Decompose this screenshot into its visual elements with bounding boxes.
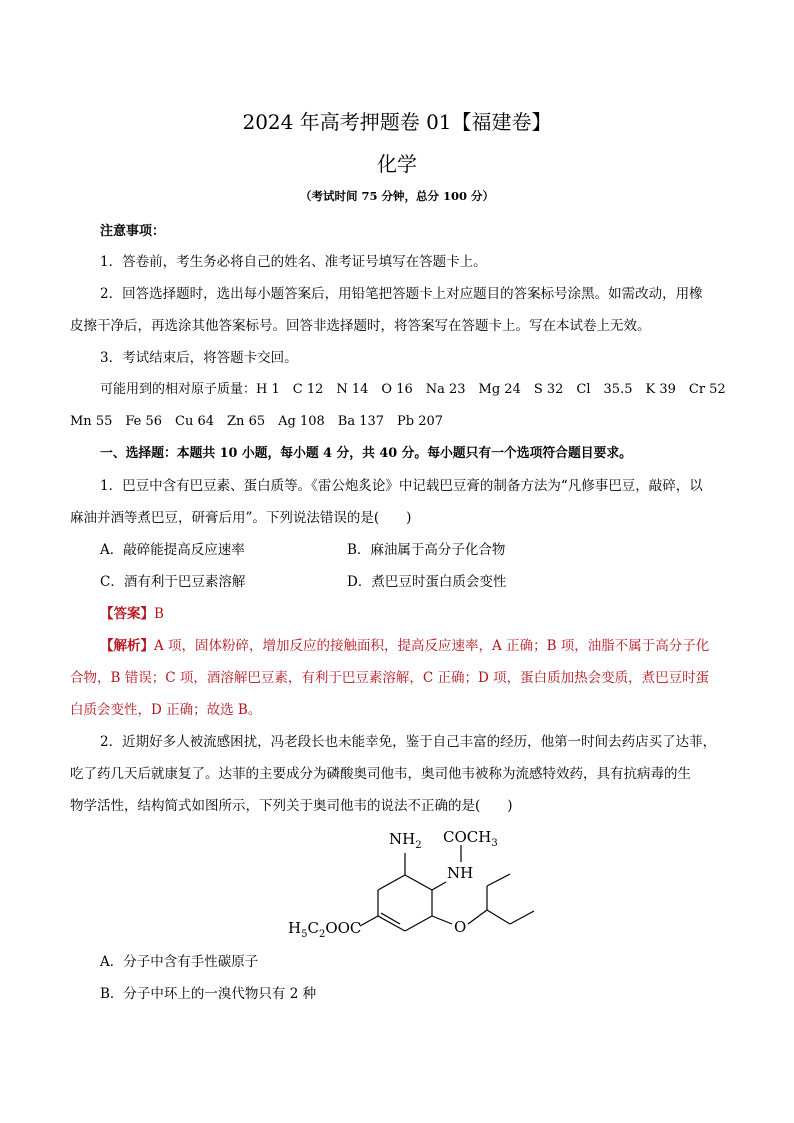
- q1-option-b: B．麻油属于高分子化合物: [347, 542, 506, 558]
- note-item: 2．回答选择题时，选出每小题答案后，用铅笔把答题卡上对应题目的答案标号涂黑。如需改动，用橡: [100, 286, 703, 302]
- q1-analysis-text: 白质会变性，D 正确；故选 B。: [70, 702, 262, 718]
- subject-title: 化学: [377, 152, 417, 176]
- exam-time-info: （考试时间 75 分钟，总分 100 分）: [299, 189, 495, 203]
- q1-option-c: C．酒有利于巴豆素溶解: [100, 574, 246, 590]
- molecule-bonds: [360, 845, 534, 931]
- atomic-mass-line: 可能用到的相对原子质量：H 1 C 12 N 14 O 16 Na 23 Mg 24 S 32 Cl 35.5 K 39 Cr 52: [100, 382, 726, 397]
- q1-option-a: A．敲碎能提高反应速率: [100, 542, 245, 558]
- ester-label: $H_5C_2OOC$: [288, 919, 362, 940]
- answer-label: 【答案】: [100, 606, 154, 622]
- nh-label: NH: [447, 864, 474, 882]
- acetyl-label: $COCH_3$: [443, 828, 498, 849]
- question-2-stem: 吃了药几天后就康复了。达菲的主要成分为磷酸奥司他韦，奥司他韦被称为流感特效药，具有抗病毒的生: [70, 766, 691, 782]
- oseltamivir-structure-diagram: [280, 820, 550, 945]
- q1-answer: [100, 602, 164, 622]
- note-item: 1．答卷前，考生务必将自己的姓名、准考证号填写在答题卡上。: [100, 254, 487, 270]
- question-2-stem: 2．近期好多人被流感困扰，冯老段长也未能幸免，鉴于自己丰富的经历，他第一时间去药店买了达菲，: [100, 734, 717, 750]
- analysis-label: 【解析】: [100, 638, 154, 654]
- q2-option-a: A．分子中含有手性碳原子: [100, 954, 259, 970]
- section-heading: 一、选择题：本题共 10 小题，每小题 4 分，共 40 分。每小题只有一个选项符合题目要求。: [100, 446, 632, 461]
- atomic-mass-line: Mn 55 Fe 56 Cu 64 Zn 65 Ag 108 Ba 137 Pb 207: [70, 414, 444, 429]
- note-item: 皮擦干净后，再选涂其他答案标号。回答非选择题时，将答案写在答题卡上。写在本试卷上无效。: [70, 318, 651, 334]
- answer-value: B: [154, 606, 164, 622]
- nh2-label: $NH_2$: [389, 830, 422, 851]
- note-item: 3．考试结束后，将答题卡交回。: [100, 350, 298, 366]
- q1-analysis: [100, 634, 709, 654]
- notes-heading: 注意事项：: [100, 224, 166, 239]
- question-1-stem: 1．巴豆中含有巴豆素、蛋白质等。《雷公炮炙论》中记载巴豆膏的制备方法为“凡修事巴豆，敲碎，以: [100, 478, 703, 494]
- question-2-stem: 物学活性，结构简式如图所示，下列关于奥司他韦的说法不正确的是( ): [70, 798, 513, 814]
- q2-option-b: B．分子中环上的一溴代物只有 2 种: [100, 986, 317, 1002]
- question-1-stem: 麻油并酒等煮巴豆，研膏后用”。下列说法错误的是( ): [70, 510, 412, 526]
- q1-analysis-text: 合物，B 错误；C 项，酒溶解巴豆素，有利于巴豆素溶解，C 正确；D 项，蛋白质加热会变质，煮巴豆时蛋: [70, 670, 710, 686]
- oxygen-label: O: [454, 918, 467, 936]
- q1-option-d: D．煮巴豆时蛋白质会变性: [347, 574, 507, 590]
- analysis-text: A 项，固体粉碎，增加反应的接触面积，提高反应速率，A 正确；B 项，油脂不属于高分子化: [154, 638, 710, 654]
- page-title: 2024 年高考押题卷 01【福建卷】: [242, 110, 552, 134]
